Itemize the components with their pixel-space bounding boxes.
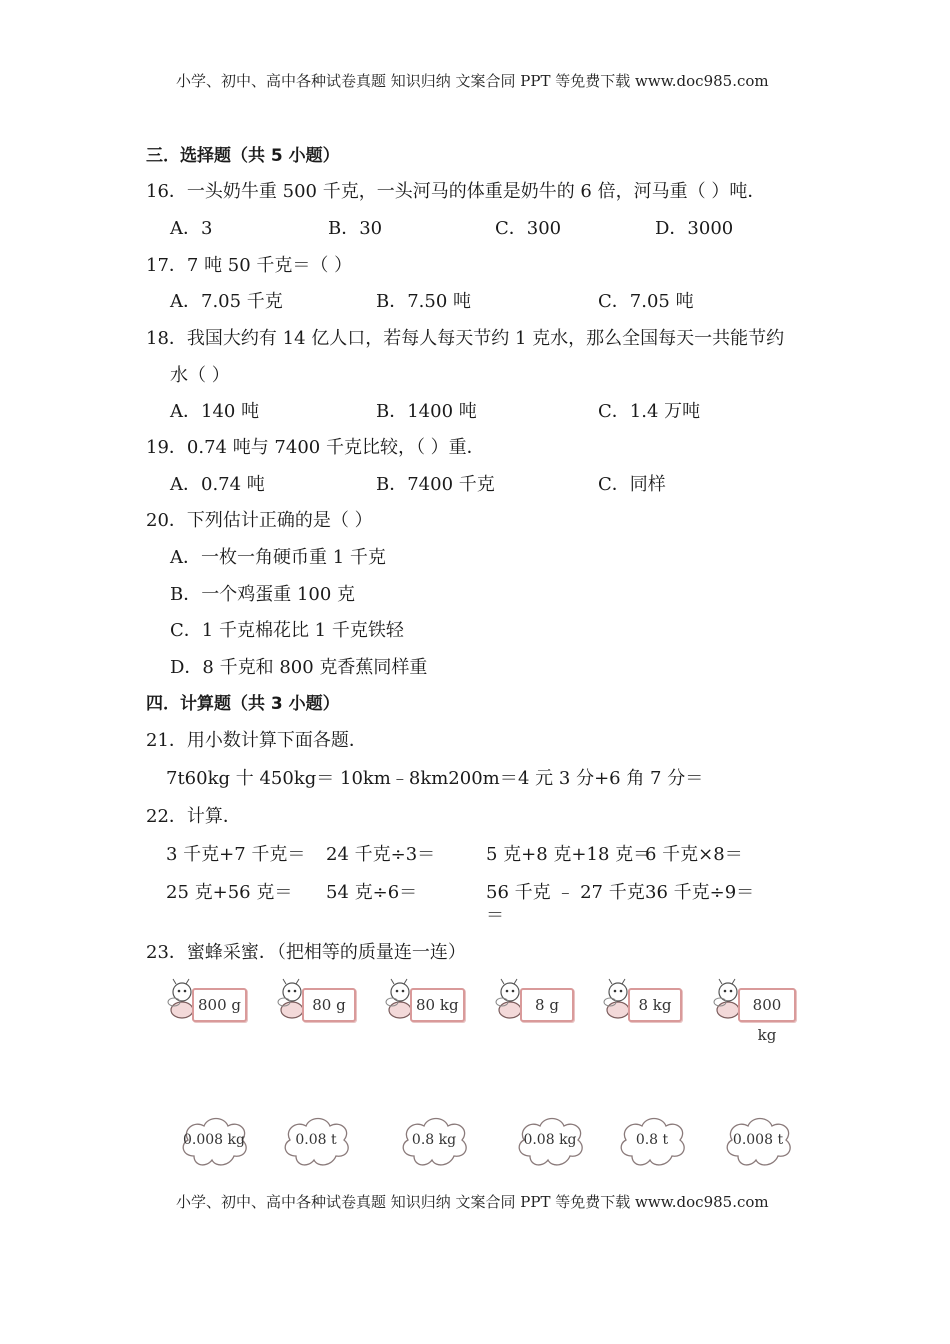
q19-option-b: B．7400 千克	[376, 474, 495, 495]
q22-r1-item-2: 24 千克÷3＝	[326, 844, 436, 865]
section-title-calc: 四．计算题（共 3 小题）	[146, 694, 340, 714]
bee-card	[602, 978, 686, 1028]
flower-weight-label: 0.008 kg	[183, 1132, 245, 1148]
q21-item-3: 4 元 3 分+6 角 7 分＝	[518, 768, 704, 789]
bee-card	[276, 978, 360, 1028]
q16-option-b: B．30	[328, 218, 383, 239]
bee-weight-label: 800 kg	[738, 988, 796, 1022]
question-16: 16．一头奶牛重 500 千克，一头河马的体重是奶牛的 6 倍，河马重（ ）吨．	[146, 181, 766, 202]
page-header: 小学、初中、高中各种试卷真题 知识归纳 文案合同 PPT 等免费下载 www.doc985.com	[176, 72, 769, 90]
q17-option-a: A．7.05 千克	[170, 291, 283, 312]
q22-r2-item-4: 36 千克÷9＝	[645, 882, 755, 903]
q21-item-1: 7t60kg 十 450kg＝	[166, 768, 335, 789]
flower-weight-label: 0.008 t	[732, 1132, 784, 1148]
bee-weight-label: 80 g	[302, 988, 356, 1022]
bee-weight-label: 8 g	[520, 988, 574, 1022]
question-18: 18．我国大约有 14 亿人口，若每人每天节约 1 克水，那么全国每天一共能节约	[146, 328, 785, 349]
q16-option-c: C．300	[495, 218, 562, 239]
q18-option-c: C．1.4 万吨	[598, 401, 701, 422]
q22-r1-item-1: 3 千克+7 千克＝	[166, 844, 306, 865]
q17-option-b: B．7.50 吨	[376, 291, 472, 312]
bee-card	[494, 978, 578, 1028]
bee-weight-label: 80 kg	[410, 988, 465, 1022]
question-20: 20．下列估计正确的是（ ）	[146, 510, 373, 531]
flower-weight-label: 0.08 t	[295, 1132, 337, 1148]
question-17: 17．7 吨 50 千克＝（ ）	[146, 255, 353, 276]
bee-weight-label: 8 kg	[628, 988, 682, 1022]
q20-option-b: B．一个鸡蛋重 100 克	[170, 584, 356, 605]
q22-r1-item-4: 6 千克×8＝	[645, 844, 743, 865]
q21-item-2: 10km﹣8km200m＝	[340, 768, 518, 789]
q16-option-a: A．3	[170, 218, 213, 239]
bee-card	[384, 978, 468, 1028]
bee-card	[712, 978, 796, 1044]
question-22: 22．计算．	[146, 806, 241, 827]
flower-card	[278, 1112, 354, 1170]
q22-r2-item-1: 25 克+56 克＝	[166, 882, 293, 903]
q19-option-c: C．同样	[598, 474, 666, 495]
flower-weight-label: 0.08 kg	[523, 1132, 577, 1148]
flower-card	[512, 1112, 588, 1170]
question-18-cont: 水（ ）	[170, 365, 230, 386]
flower-card	[720, 1112, 796, 1170]
flower-card	[396, 1112, 472, 1170]
q18-option-b: B．1400 吨	[376, 401, 477, 422]
q17-option-c: C．7.05 吨	[598, 291, 694, 312]
page-footer: 小学、初中、高中各种试卷真题 知识归纳 文案合同 PPT 等免费下载 www.doc985.com	[176, 1193, 769, 1211]
section-title-choice: 三．选择题（共 5 小题）	[146, 146, 340, 166]
q22-r2-item-2: 54 克÷6＝	[326, 882, 418, 903]
q20-option-d: D．8 千克和 800 克香蕉同样重	[170, 657, 428, 678]
q22-r1-item-3: 5 克+8 克+18 克＝	[486, 844, 652, 865]
q20-option-c: C．1 千克棉花比 1 千克铁轻	[170, 620, 404, 641]
q18-option-a: A．140 吨	[170, 401, 260, 422]
q19-option-a: A．0.74 吨	[170, 474, 265, 495]
q22-r2-item-3: 56 千克 ﹣ 27 千克	[486, 882, 645, 903]
question-21: 21．用小数计算下面各题．	[146, 730, 367, 751]
bee-weight-label: 800 g	[192, 988, 247, 1022]
flower-card	[614, 1112, 690, 1170]
q16-option-d: D．3000	[655, 218, 734, 239]
flower-weight-label: 0.8 t	[635, 1132, 669, 1148]
q20-option-a: A．一枚一角硬币重 1 千克	[170, 547, 386, 568]
q22-r2-tail: ＝	[486, 905, 504, 926]
question-23: 23．蜜蜂采蜜．（把相等的质量连一连）	[146, 942, 466, 963]
question-19: 19．0.74 吨与 7400 千克比较，（ ）重．	[146, 437, 485, 458]
bee-card	[166, 978, 250, 1028]
flower-weight-label: 0.8 kg	[411, 1132, 457, 1148]
flower-card	[176, 1112, 252, 1170]
